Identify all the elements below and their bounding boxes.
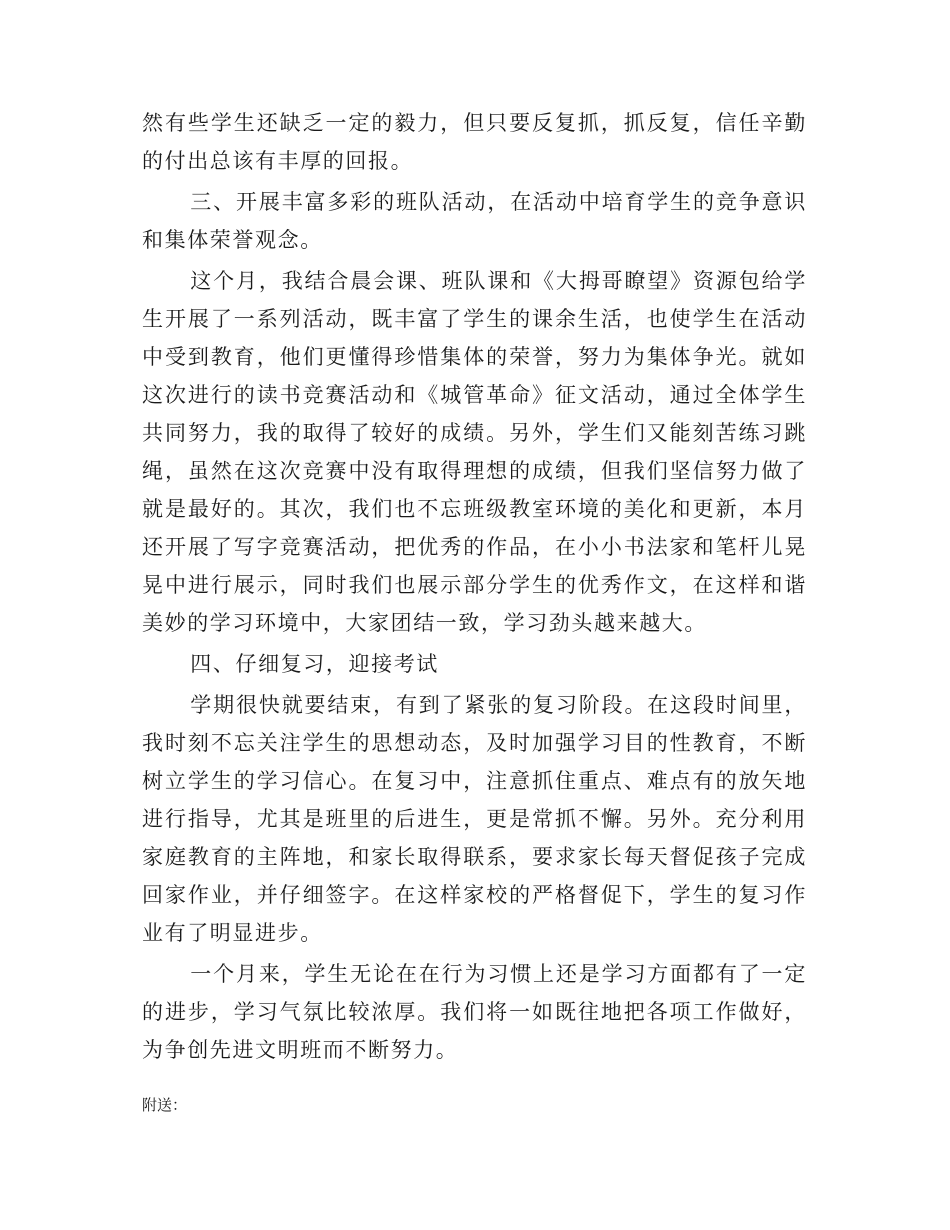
section-heading-4: 四、仔细复习，迎接考试 [190, 652, 439, 676]
paragraph-activities: 这个月，我结合晨会课、班队课和《大拇哥瞭望》资源包给学生开展了一系列活动，既丰富了学生的课余生活，也使学生在活动中受到教育，他们更懂得珍惜集体的荣誉，努力为集体争光。就如这次进行的读书竞赛活动和《城管革命》征文活动，通过全体学生共同努力，我的取得了较好的成绩。另外，学生们又能刻苦练习跳绳，虽然在这次竞赛中没有取得理想的成绩，但我们坚信努力做了就是最好的。其次，我们也不忘班级教室环境的美化和更新，本月还开展了写字竞赛活动，把优秀的作品，在小小书法家和笔杆儿晃晃中进行展示，同时我们也展示部分学生的优秀作文，在这样和谐美妙的学习环境中，大家团结一致，学习劲头越来越大。 [142, 269, 807, 635]
paragraph-review: 学期很快就要结束，有到了紧张的复习阶段。在这段时间里，我时刻不忘关注学生的思想动态，及时加强学习目的性教育，不断树立学生的学习信心。在复习中，注意抓住重点、难点有的放矢地进行指导，尤其是班里的后进生，更是常抓不懈。另外。充分利用家庭教育的主阵地，和家长取得联系，要求家长每天督促孩子完成回家作业，并仔细签字。在这样家校的严格督促下，学生的复习作业有了明显进步。 [142, 693, 807, 945]
paragraph-conclusion: 一个月来，学生无论在在行为习惯上还是学习方面都有了一定的进步，学习气氛比较浓厚。我们将一如既往地把各项工作做好，为争创先进文明班而不断努力。 [142, 962, 807, 1062]
paragraph-continuation: 然有些学生还缺乏一定的毅力，但只要反复抓，抓反复，信任辛勤的付出总该有丰厚的回报。 [142, 111, 807, 173]
appendix-label: 附送： [142, 1096, 188, 1114]
document-body [142, 104, 807, 1072]
section-heading-3: 三、开展丰富多彩的班队活动，在活动中培育学生的竞争意识和集体荣誉观念。 [142, 190, 807, 252]
